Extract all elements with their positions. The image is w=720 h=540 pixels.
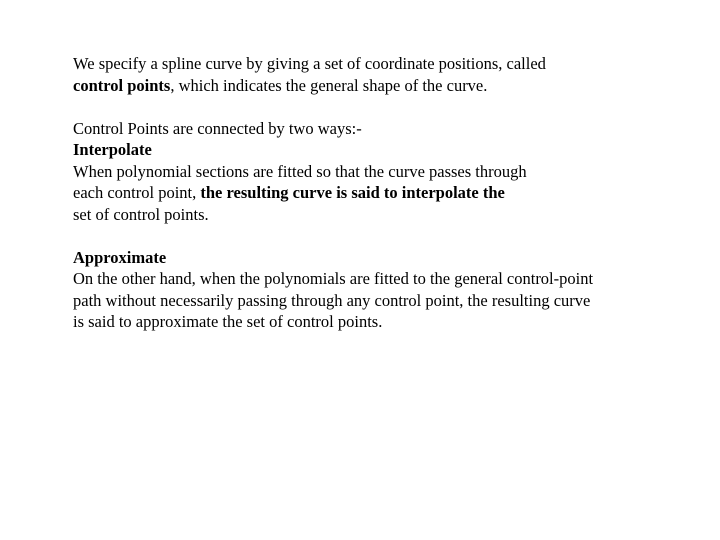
intro-line-1: We specify a spline curve by giving a set of coordinate positions, called xyxy=(73,54,546,73)
intro-line-2-rest: , which indicates the general shape of the curve. xyxy=(170,75,488,95)
interpolate-line-3: set of control points. xyxy=(73,204,209,224)
spacer xyxy=(73,225,713,247)
interpolate-line-2-bold: the resulting curve is said to interpolate the xyxy=(200,183,505,202)
approximate-title: Approximate xyxy=(73,247,167,267)
slide-content xyxy=(73,53,713,333)
spacer xyxy=(73,96,713,118)
control-points-term: control points xyxy=(73,75,171,95)
ways-heading: Control Points are connected by two ways:- xyxy=(73,118,362,138)
approximate-line-2: path without necessarily passing through any control point, the resulting curve xyxy=(73,290,591,310)
intro-paragraph xyxy=(73,53,713,96)
intro-line-2 xyxy=(73,75,713,97)
interpolate-line-1: When polynomial sections are fitted so that the curve passes through xyxy=(73,161,527,181)
approximate-line-1: On the other hand, when the polynomials are fitted to the general control-point xyxy=(73,269,594,288)
interpolate-title: Interpolate xyxy=(73,140,152,159)
ways-paragraph xyxy=(73,118,713,226)
approximate-paragraph xyxy=(73,247,713,333)
approximate-line-3: is said to approximate the set of control points. xyxy=(73,312,383,331)
interpolate-line-2 xyxy=(73,182,713,204)
interpolate-line-2-plain: each control point, xyxy=(73,183,201,202)
